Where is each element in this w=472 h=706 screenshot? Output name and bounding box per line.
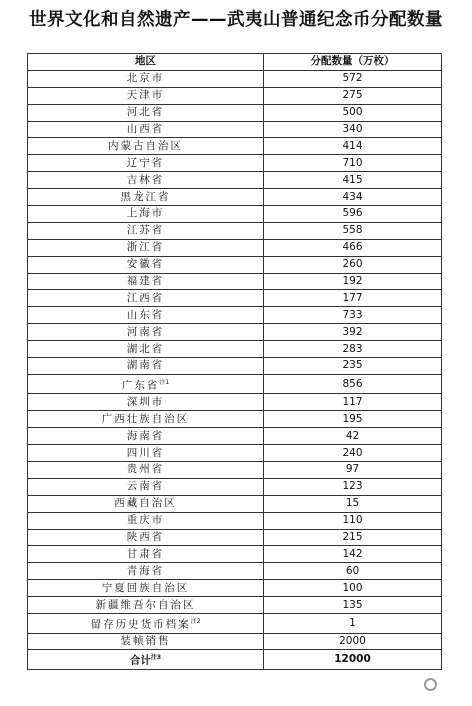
region-cell — [28, 239, 264, 256]
table-row — [28, 411, 442, 428]
quantity-cell: 240 — [264, 445, 442, 462]
region-cell — [28, 87, 264, 104]
quantity-cell: 15 — [264, 495, 442, 512]
region-note: 注1 — [159, 378, 170, 386]
region-name: 江西省 — [126, 291, 165, 304]
table-row — [28, 512, 442, 529]
region-cell — [28, 428, 264, 445]
region-cell — [28, 495, 264, 512]
column-header-region: 地区 — [28, 54, 264, 71]
quantity-cell: 195 — [264, 411, 442, 428]
region-cell — [28, 358, 264, 375]
region-cell — [28, 307, 264, 324]
region-name: 黑龙江省 — [120, 190, 171, 203]
table-row — [28, 358, 442, 375]
region-name: 吉林省 — [126, 173, 165, 186]
table-row — [28, 104, 442, 121]
quantity-cell: 415 — [264, 172, 442, 189]
quantity-cell: 596 — [264, 206, 442, 223]
region-name: 深圳市 — [126, 395, 165, 408]
page-title: 世界文化和自然遗产——武夷山普通纪念币分配数量 — [29, 10, 443, 30]
table-row — [28, 121, 442, 138]
region-cell — [28, 189, 264, 206]
region-cell — [28, 580, 264, 597]
table-row — [28, 341, 442, 358]
quantity-cell: 42 — [264, 428, 442, 445]
region-cell — [28, 121, 264, 138]
region-cell — [28, 206, 264, 223]
table-row — [28, 206, 442, 223]
allocation-table — [27, 53, 442, 670]
watermark-logo — [420, 677, 444, 694]
region-name: 湖北省 — [126, 342, 165, 355]
table-row — [28, 273, 442, 290]
region-cell — [28, 546, 264, 563]
region-name: 辽宁省 — [126, 156, 165, 169]
quantity-cell: 100 — [264, 580, 442, 597]
quantity-cell: 856 — [264, 374, 442, 394]
region-name: 山东省 — [126, 308, 165, 321]
table-row — [28, 478, 442, 495]
region-name: 北京市 — [126, 72, 165, 85]
table-row — [28, 324, 442, 341]
region-cell — [28, 155, 264, 172]
region-name: 山西省 — [126, 123, 165, 135]
table-row — [28, 546, 442, 563]
region-name: 新疆维吾尔自治区 — [95, 598, 196, 611]
region-name: 贵州省 — [126, 463, 165, 476]
table-row — [28, 138, 442, 155]
region-cell — [28, 445, 264, 462]
region-name: 海南省 — [126, 429, 165, 442]
quantity-cell: 192 — [264, 273, 442, 290]
quantity-cell: 123 — [264, 478, 442, 495]
region-cell — [28, 478, 264, 495]
table-row — [28, 633, 442, 650]
table-row — [28, 495, 442, 512]
region-name: 重庆市 — [126, 514, 165, 527]
region-name: 河北省 — [126, 106, 165, 119]
quantity-cell: 466 — [264, 239, 442, 256]
region-name: 安徽省 — [126, 258, 165, 271]
table-row — [28, 461, 442, 478]
table-row — [28, 563, 442, 580]
table-row — [28, 445, 442, 462]
table-row — [28, 70, 442, 87]
table-row — [28, 222, 442, 239]
total-quantity: 12000 — [264, 650, 442, 670]
region-cell — [28, 411, 264, 428]
table-row — [28, 597, 442, 614]
quantity-cell: 340 — [264, 121, 442, 138]
quantity-cell: 2000 — [264, 633, 442, 650]
quantity-cell: 710 — [264, 155, 442, 172]
region-cell — [28, 222, 264, 239]
quantity-cell: 117 — [264, 394, 442, 411]
table-row — [28, 580, 442, 597]
logo-mark-icon — [424, 678, 437, 691]
quantity-cell: 283 — [264, 341, 442, 358]
region-cell — [28, 633, 264, 650]
region-cell — [28, 597, 264, 614]
region-cell — [28, 374, 264, 394]
region-name: 甘肃省 — [126, 547, 165, 560]
region-cell — [28, 341, 264, 358]
quantity-cell: 135 — [264, 597, 442, 614]
table-row — [28, 256, 442, 273]
region-cell — [28, 394, 264, 411]
table-header-row — [28, 54, 442, 71]
region-cell — [28, 529, 264, 546]
region-cell — [28, 70, 264, 87]
region-cell — [28, 290, 264, 307]
quantity-cell: 414 — [264, 138, 442, 155]
quantity-cell: 97 — [264, 461, 442, 478]
table-row — [28, 172, 442, 189]
region-name: 云南省 — [126, 480, 165, 493]
table-row — [28, 529, 442, 546]
region-cell — [28, 273, 264, 290]
region-note: 注2 — [190, 618, 201, 625]
region-cell — [28, 461, 264, 478]
region-name: 湖南省 — [126, 359, 165, 372]
quantity-cell: 235 — [264, 358, 442, 375]
quantity-cell: 434 — [264, 189, 442, 206]
table-body — [28, 70, 442, 650]
region-name: 广东省 — [121, 379, 160, 392]
quantity-cell: 500 — [264, 104, 442, 121]
quantity-cell: 558 — [264, 222, 442, 239]
region-name: 江苏省 — [126, 224, 165, 237]
table-row — [28, 239, 442, 256]
region-name: 内蒙古自治区 — [108, 139, 183, 152]
total-note: 注3 — [150, 654, 162, 662]
table-row — [28, 614, 442, 634]
quantity-cell: 1 — [264, 614, 442, 634]
quantity-cell: 392 — [264, 324, 442, 341]
table-row — [28, 374, 442, 394]
region-name: 陕西省 — [126, 530, 165, 543]
total-row — [28, 650, 442, 670]
region-cell — [28, 563, 264, 580]
quantity-cell: 110 — [264, 512, 442, 529]
region-name: 青海省 — [126, 564, 165, 577]
table-row — [28, 155, 442, 172]
region-cell — [28, 172, 264, 189]
region-name: 宁夏回族自治区 — [101, 581, 190, 594]
quantity-cell: 275 — [264, 87, 442, 104]
table-row — [28, 428, 442, 445]
region-name: 浙江省 — [126, 241, 165, 254]
table-row — [28, 307, 442, 324]
table-row — [28, 394, 442, 411]
quantity-cell: 215 — [264, 529, 442, 546]
region-name: 天津市 — [126, 89, 165, 102]
column-header-quantity: 分配数量（万枚） — [264, 54, 442, 71]
region-cell — [28, 324, 264, 341]
table-row — [28, 189, 442, 206]
quantity-cell: 260 — [264, 256, 442, 273]
region-name: 装帧销售 — [120, 634, 171, 647]
region-name: 留存历史货币档案 — [90, 618, 191, 631]
region-name: 上海市 — [126, 207, 165, 220]
quantity-cell: 60 — [264, 563, 442, 580]
region-cell — [28, 614, 264, 634]
region-name: 河南省 — [126, 325, 165, 338]
region-name: 福建省 — [126, 275, 165, 288]
table-row — [28, 290, 442, 307]
quantity-cell: 572 — [264, 70, 442, 87]
total-label: 合计 — [129, 654, 151, 667]
region-name: 西藏自治区 — [114, 497, 177, 510]
region-name: 四川省 — [126, 446, 165, 459]
region-name: 广西壮族自治区 — [101, 412, 190, 425]
quantity-cell: 177 — [264, 290, 442, 307]
quantity-cell: 733 — [264, 307, 442, 324]
region-cell — [28, 256, 264, 273]
table-row — [28, 87, 442, 104]
total-label-cell — [28, 650, 264, 670]
quantity-cell: 142 — [264, 546, 442, 563]
region-cell — [28, 104, 264, 121]
region-cell — [28, 512, 264, 529]
region-cell — [28, 138, 264, 155]
